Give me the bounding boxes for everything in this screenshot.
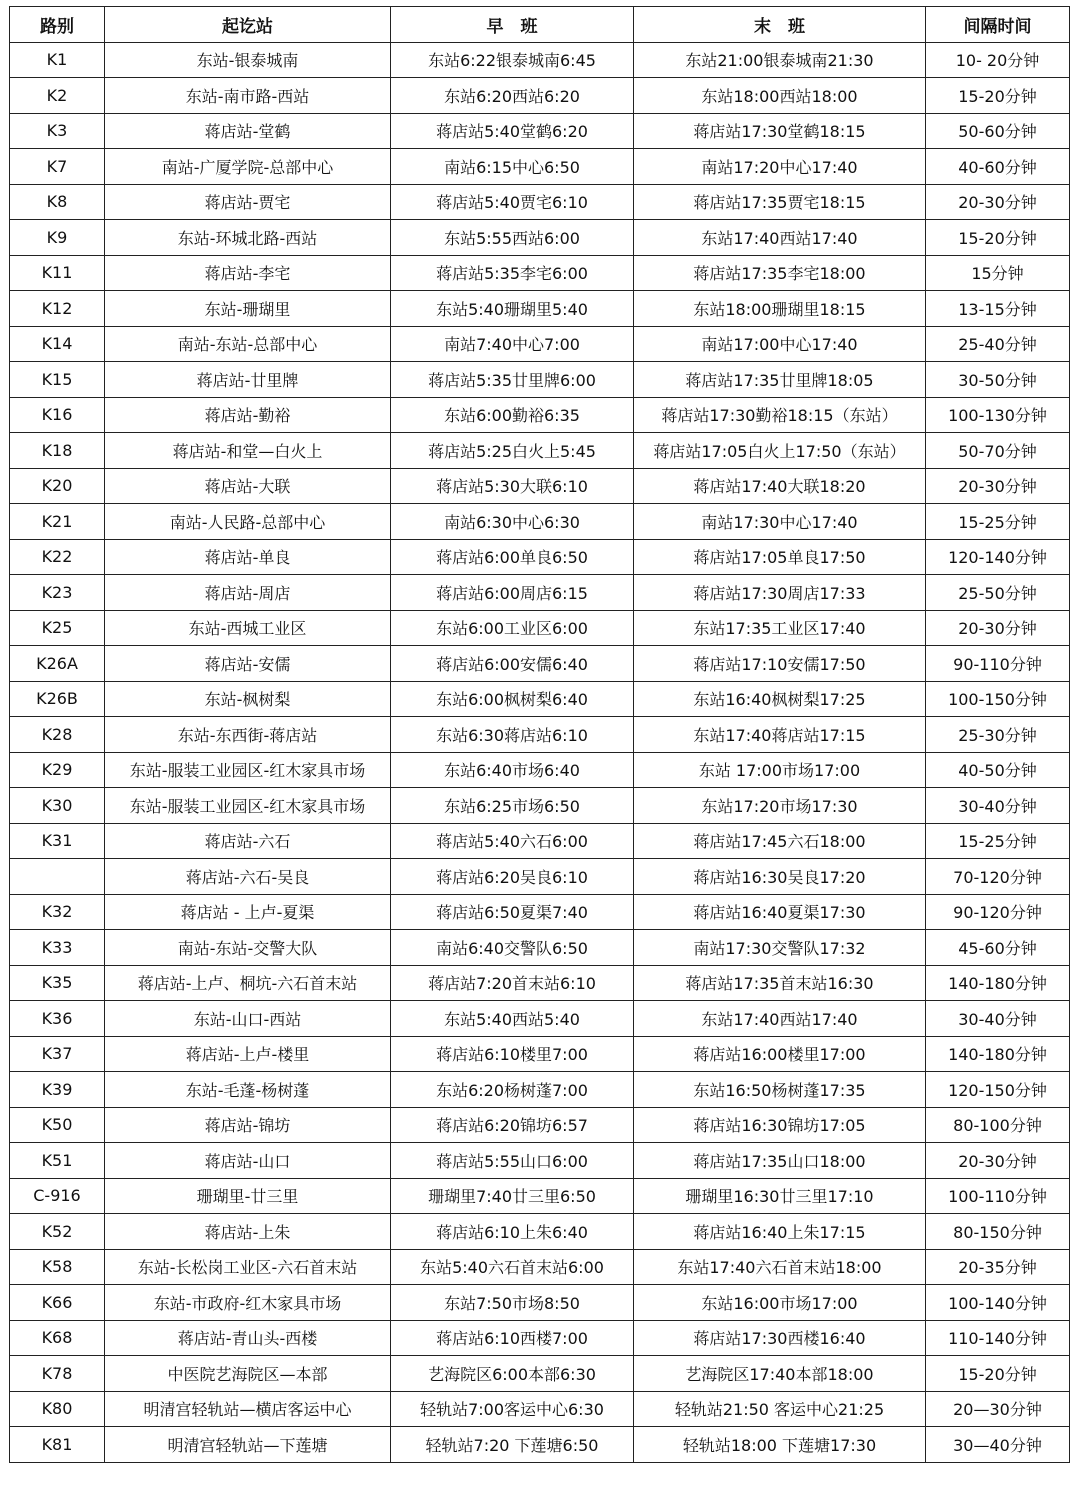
- route-cell: K36: [10, 1001, 105, 1037]
- table-row: [10, 362, 1070, 398]
- table-row: [10, 255, 1070, 291]
- interval-cell: 15分钟: [926, 255, 1070, 291]
- table-row: [10, 184, 1070, 220]
- first-bus-cell: 东站6:30蒋店站6:10: [391, 717, 634, 753]
- route-cell: K33: [10, 930, 105, 966]
- first-bus-cell: 南站6:15中心6:50: [391, 149, 634, 185]
- route-cell: K37: [10, 1036, 105, 1072]
- table-row: [10, 717, 1070, 753]
- last-bus-cell: 南站17:20中心17:40: [634, 149, 926, 185]
- table-row: [10, 539, 1070, 575]
- first-bus-cell: 东站6:25市场6:50: [391, 788, 634, 824]
- stations-cell: 东站-枫树梨: [105, 681, 391, 717]
- first-bus-cell: 蒋店站6:10上朱6:40: [391, 1214, 634, 1250]
- stations-cell: 蒋店站-大联: [105, 468, 391, 504]
- table-row: [10, 1285, 1070, 1321]
- interval-cell: 30—40分钟: [926, 1427, 1070, 1463]
- route-cell: K28: [10, 717, 105, 753]
- interval-cell: 90-110分钟: [926, 646, 1070, 682]
- header-first-bus: 早 班: [391, 7, 634, 43]
- first-bus-cell: 东站5:40西站5:40: [391, 1001, 634, 1037]
- table-row: [10, 504, 1070, 540]
- interval-cell: 25-50分钟: [926, 575, 1070, 611]
- interval-cell: 20-30分钟: [926, 184, 1070, 220]
- last-bus-cell: 蒋店站17:30西楼16:40: [634, 1320, 926, 1356]
- stations-cell: 蒋店站-上卢-楼里: [105, 1036, 391, 1072]
- table-row: [10, 859, 1070, 895]
- first-bus-cell: 东站5:55西站6:00: [391, 220, 634, 256]
- header-last-bus: 末 班: [634, 7, 926, 43]
- last-bus-cell: 东站17:40西站17:40: [634, 1001, 926, 1037]
- last-bus-cell: 蒋店站16:30吴良17:20: [634, 859, 926, 895]
- stations-cell: 东站-山口-西站: [105, 1001, 391, 1037]
- stations-cell: 南站-东站-交警大队: [105, 930, 391, 966]
- stations-cell: 明清宫轻轨站—下莲塘: [105, 1427, 391, 1463]
- table-row: [10, 42, 1070, 78]
- first-bus-cell: 东站6:00勤裕6:35: [391, 397, 634, 433]
- table-row: [10, 1249, 1070, 1285]
- table-row: [10, 1036, 1070, 1072]
- table-row: [10, 894, 1070, 930]
- stations-cell: 蒋店站-上朱: [105, 1214, 391, 1250]
- first-bus-cell: 南站7:40中心7:00: [391, 326, 634, 362]
- route-cell: K80: [10, 1391, 105, 1427]
- interval-cell: 13-15分钟: [926, 291, 1070, 327]
- route-cell: K8: [10, 184, 105, 220]
- stations-cell: 东站-长松岗工业区-六石首末站: [105, 1249, 391, 1285]
- table-row: [10, 1143, 1070, 1179]
- stations-cell: 珊瑚里-廿三里: [105, 1178, 391, 1214]
- route-cell: K32: [10, 894, 105, 930]
- route-cell: K39: [10, 1072, 105, 1108]
- last-bus-cell: 东站18:00西站18:00: [634, 78, 926, 114]
- last-bus-cell: 蒋店站17:30勤裕18:15（东站）: [634, 397, 926, 433]
- stations-cell: 蒋店站-勤裕: [105, 397, 391, 433]
- stations-cell: 蒋店站-李宅: [105, 255, 391, 291]
- table-body: [10, 42, 1070, 1462]
- interval-cell: 30-50分钟: [926, 362, 1070, 398]
- bus-schedule-table: [9, 6, 1070, 1463]
- route-cell: C-916: [10, 1178, 105, 1214]
- interval-cell: 40-60分钟: [926, 149, 1070, 185]
- last-bus-cell: 东站17:40六石首末站18:00: [634, 1249, 926, 1285]
- table-row: [10, 965, 1070, 1001]
- stations-cell: 蒋店站-六石: [105, 823, 391, 859]
- last-bus-cell: 蒋店站17:40大联18:20: [634, 468, 926, 504]
- interval-cell: 30-40分钟: [926, 1001, 1070, 1037]
- first-bus-cell: 蒋店站6:50夏渠7:40: [391, 894, 634, 930]
- first-bus-cell: 蒋店站6:20锦坊6:57: [391, 1107, 634, 1143]
- route-cell: K21: [10, 504, 105, 540]
- last-bus-cell: 南站17:30中心17:40: [634, 504, 926, 540]
- stations-cell: 蒋店站-锦坊: [105, 1107, 391, 1143]
- interval-cell: 50-70分钟: [926, 433, 1070, 469]
- table-row: [10, 397, 1070, 433]
- table-row: [10, 149, 1070, 185]
- table-row: [10, 1320, 1070, 1356]
- first-bus-cell: 蒋店站6:00周店6:15: [391, 575, 634, 611]
- stations-cell: 蒋店站-和堂—白火上: [105, 433, 391, 469]
- interval-cell: 15-25分钟: [926, 504, 1070, 540]
- route-cell: K22: [10, 539, 105, 575]
- last-bus-cell: 蒋店站17:10安儒17:50: [634, 646, 926, 682]
- first-bus-cell: 轻轨站7:00客运中心6:30: [391, 1391, 634, 1427]
- stations-cell: 蒋店站-山口: [105, 1143, 391, 1179]
- table-row: [10, 752, 1070, 788]
- route-cell: K35: [10, 965, 105, 1001]
- first-bus-cell: 东站5:40珊瑚里5:40: [391, 291, 634, 327]
- first-bus-cell: 蒋店站5:35廿里牌6:00: [391, 362, 634, 398]
- header-stations: 起讫站: [105, 7, 391, 43]
- last-bus-cell: 东站17:40蒋店站17:15: [634, 717, 926, 753]
- last-bus-cell: 蒋店站17:30堂鹤18:15: [634, 113, 926, 149]
- stations-cell: 东站-毛蓬-杨树蓬: [105, 1072, 391, 1108]
- table-row: [10, 433, 1070, 469]
- stations-cell: 蒋店站-廿里牌: [105, 362, 391, 398]
- route-cell: K26A: [10, 646, 105, 682]
- table-row: [10, 1072, 1070, 1108]
- interval-cell: 90-120分钟: [926, 894, 1070, 930]
- header-row: [10, 7, 1070, 43]
- first-bus-cell: 东站6:22银泰城南6:45: [391, 42, 634, 78]
- last-bus-cell: 蒋店站17:05单良17:50: [634, 539, 926, 575]
- table-row: [10, 1391, 1070, 1427]
- route-cell: K16: [10, 397, 105, 433]
- interval-cell: 40-50分钟: [926, 752, 1070, 788]
- route-cell: K15: [10, 362, 105, 398]
- last-bus-cell: 东站17:35工业区17:40: [634, 610, 926, 646]
- route-cell: [10, 859, 105, 895]
- interval-cell: 100-140分钟: [926, 1285, 1070, 1321]
- last-bus-cell: 蒋店站16:40夏渠17:30: [634, 894, 926, 930]
- table-row: [10, 326, 1070, 362]
- stations-cell: 蒋店站-单良: [105, 539, 391, 575]
- first-bus-cell: 蒋店站5:40堂鹤6:20: [391, 113, 634, 149]
- first-bus-cell: 南站6:30中心6:30: [391, 504, 634, 540]
- route-cell: K66: [10, 1285, 105, 1321]
- interval-cell: 20—30分钟: [926, 1391, 1070, 1427]
- stations-cell: 蒋店站-贾宅: [105, 184, 391, 220]
- first-bus-cell: 蒋店站6:00安儒6:40: [391, 646, 634, 682]
- stations-cell: 蒋店站-周店: [105, 575, 391, 611]
- last-bus-cell: 蒋店站16:40上朱17:15: [634, 1214, 926, 1250]
- table-row: [10, 610, 1070, 646]
- last-bus-cell: 珊瑚里16:30廿三里17:10: [634, 1178, 926, 1214]
- table-row: [10, 1427, 1070, 1463]
- first-bus-cell: 蒋店站6:10西楼7:00: [391, 1320, 634, 1356]
- first-bus-cell: 东站5:40六石首末站6:00: [391, 1249, 634, 1285]
- first-bus-cell: 轻轨站7:20 下莲塘6:50: [391, 1427, 634, 1463]
- first-bus-cell: 蒋店站6:10楼里7:00: [391, 1036, 634, 1072]
- route-cell: K31: [10, 823, 105, 859]
- route-cell: K20: [10, 468, 105, 504]
- first-bus-cell: 东站6:20西站6:20: [391, 78, 634, 114]
- route-cell: K30: [10, 788, 105, 824]
- interval-cell: 25-40分钟: [926, 326, 1070, 362]
- interval-cell: 15-20分钟: [926, 220, 1070, 256]
- last-bus-cell: 蒋店站17:45六石18:00: [634, 823, 926, 859]
- first-bus-cell: 东站6:00枫树梨6:40: [391, 681, 634, 717]
- first-bus-cell: 东站6:40市场6:40: [391, 752, 634, 788]
- stations-cell: 蒋店站-上卢、桐坑-六石首末站: [105, 965, 391, 1001]
- first-bus-cell: 蒋店站7:20首末站6:10: [391, 965, 634, 1001]
- table-row: [10, 681, 1070, 717]
- last-bus-cell: 蒋店站17:35李宅18:00: [634, 255, 926, 291]
- last-bus-cell: 蒋店站16:30锦坊17:05: [634, 1107, 926, 1143]
- interval-cell: 100-130分钟: [926, 397, 1070, 433]
- interval-cell: 15-20分钟: [926, 78, 1070, 114]
- bus-schedule-table-wrap: [9, 6, 1070, 1463]
- last-bus-cell: 蒋店站17:35廿里牌18:05: [634, 362, 926, 398]
- stations-cell: 蒋店站-青山头-西楼: [105, 1320, 391, 1356]
- last-bus-cell: 轻轨站21:50 客运中心21:25: [634, 1391, 926, 1427]
- route-cell: K50: [10, 1107, 105, 1143]
- stations-cell: 东站-环城北路-西站: [105, 220, 391, 256]
- interval-cell: 25-30分钟: [926, 717, 1070, 753]
- route-cell: K14: [10, 326, 105, 362]
- interval-cell: 100-110分钟: [926, 1178, 1070, 1214]
- last-bus-cell: 艺海院区17:40本部18:00: [634, 1356, 926, 1392]
- last-bus-cell: 南站17:00中心17:40: [634, 326, 926, 362]
- first-bus-cell: 南站6:40交警队6:50: [391, 930, 634, 966]
- last-bus-cell: 蒋店站17:05白火上17:50（东站）: [634, 433, 926, 469]
- table-row: [10, 1214, 1070, 1250]
- interval-cell: 15-25分钟: [926, 823, 1070, 859]
- last-bus-cell: 东站18:00珊瑚里18:15: [634, 291, 926, 327]
- first-bus-cell: 东站6:20杨树蓬7:00: [391, 1072, 634, 1108]
- first-bus-cell: 蒋店站5:35李宅6:00: [391, 255, 634, 291]
- interval-cell: 20-30分钟: [926, 610, 1070, 646]
- route-cell: K78: [10, 1356, 105, 1392]
- last-bus-cell: 蒋店站16:00楼里17:00: [634, 1036, 926, 1072]
- first-bus-cell: 蒋店站5:40六石6:00: [391, 823, 634, 859]
- stations-cell: 南站-人民路-总部中心: [105, 504, 391, 540]
- interval-cell: 30-40分钟: [926, 788, 1070, 824]
- interval-cell: 10- 20分钟: [926, 42, 1070, 78]
- last-bus-cell: 东站17:40西站17:40: [634, 220, 926, 256]
- interval-cell: 70-120分钟: [926, 859, 1070, 895]
- table-row: [10, 78, 1070, 114]
- last-bus-cell: 东站16:50杨树蓬17:35: [634, 1072, 926, 1108]
- last-bus-cell: 东站16:40枫树梨17:25: [634, 681, 926, 717]
- table-row: [10, 1107, 1070, 1143]
- interval-cell: 80-100分钟: [926, 1107, 1070, 1143]
- header-interval: 间隔时间: [926, 7, 1070, 43]
- table-row: [10, 823, 1070, 859]
- first-bus-cell: 珊瑚里7:40廿三里6:50: [391, 1178, 634, 1214]
- first-bus-cell: 蒋店站5:30大联6:10: [391, 468, 634, 504]
- table-row: [10, 468, 1070, 504]
- stations-cell: 东站-珊瑚里: [105, 291, 391, 327]
- last-bus-cell: 东站16:00市场17:00: [634, 1285, 926, 1321]
- table-row: [10, 575, 1070, 611]
- interval-cell: 110-140分钟: [926, 1320, 1070, 1356]
- stations-cell: 东站-服装工业园区-红木家具市场: [105, 788, 391, 824]
- interval-cell: 140-180分钟: [926, 1036, 1070, 1072]
- stations-cell: 南站-东站-总部中心: [105, 326, 391, 362]
- header-route: 路别: [10, 7, 105, 43]
- interval-cell: 140-180分钟: [926, 965, 1070, 1001]
- stations-cell: 蒋店站 - 上卢-夏渠: [105, 894, 391, 930]
- table-row: [10, 1178, 1070, 1214]
- last-bus-cell: 东站 17:00市场17:00: [634, 752, 926, 788]
- stations-cell: 南站-广厦学院-总部中心: [105, 149, 391, 185]
- route-cell: K11: [10, 255, 105, 291]
- first-bus-cell: 蒋店站6:00单良6:50: [391, 539, 634, 575]
- route-cell: K52: [10, 1214, 105, 1250]
- last-bus-cell: 轻轨站18:00 下莲塘17:30: [634, 1427, 926, 1463]
- route-cell: K58: [10, 1249, 105, 1285]
- interval-cell: 50-60分钟: [926, 113, 1070, 149]
- interval-cell: 120-140分钟: [926, 539, 1070, 575]
- route-cell: K2: [10, 78, 105, 114]
- stations-cell: 中医院艺海院区—本部: [105, 1356, 391, 1392]
- table-row: [10, 113, 1070, 149]
- stations-cell: 东站-东西街-蒋店站: [105, 717, 391, 753]
- first-bus-cell: 蒋店站6:20吴良6:10: [391, 859, 634, 895]
- stations-cell: 明清宫轻轨站—横店客运中心: [105, 1391, 391, 1427]
- route-cell: K25: [10, 610, 105, 646]
- last-bus-cell: 东站17:20市场17:30: [634, 788, 926, 824]
- first-bus-cell: 东站6:00工业区6:00: [391, 610, 634, 646]
- stations-cell: 蒋店站-六石-吴良: [105, 859, 391, 895]
- route-cell: K29: [10, 752, 105, 788]
- route-cell: K68: [10, 1320, 105, 1356]
- first-bus-cell: 艺海院区6:00本部6:30: [391, 1356, 634, 1392]
- table-row: [10, 220, 1070, 256]
- table-row: [10, 291, 1070, 327]
- stations-cell: 东站-西城工业区: [105, 610, 391, 646]
- first-bus-cell: 蒋店站5:40贾宅6:10: [391, 184, 634, 220]
- interval-cell: 120-150分钟: [926, 1072, 1070, 1108]
- last-bus-cell: 东站21:00银泰城南21:30: [634, 42, 926, 78]
- interval-cell: 20-30分钟: [926, 1143, 1070, 1179]
- table-row: [10, 788, 1070, 824]
- route-cell: K51: [10, 1143, 105, 1179]
- stations-cell: 蒋店站-安儒: [105, 646, 391, 682]
- route-cell: K23: [10, 575, 105, 611]
- interval-cell: 45-60分钟: [926, 930, 1070, 966]
- last-bus-cell: 蒋店站17:35首末站16:30: [634, 965, 926, 1001]
- stations-cell: 东站-服装工业园区-红木家具市场: [105, 752, 391, 788]
- last-bus-cell: 蒋店站17:35山口18:00: [634, 1143, 926, 1179]
- first-bus-cell: 东站7:50市场8:50: [391, 1285, 634, 1321]
- first-bus-cell: 蒋店站5:25白火上5:45: [391, 433, 634, 469]
- stations-cell: 东站-市政府-红木家具市场: [105, 1285, 391, 1321]
- interval-cell: 80-150分钟: [926, 1214, 1070, 1250]
- table-row: [10, 646, 1070, 682]
- route-cell: K9: [10, 220, 105, 256]
- route-cell: K3: [10, 113, 105, 149]
- table-row: [10, 930, 1070, 966]
- last-bus-cell: 蒋店站17:35贾宅18:15: [634, 184, 926, 220]
- first-bus-cell: 蒋店站5:55山口6:00: [391, 1143, 634, 1179]
- table-row: [10, 1001, 1070, 1037]
- stations-cell: 东站-银泰城南: [105, 42, 391, 78]
- last-bus-cell: 南站17:30交警队17:32: [634, 930, 926, 966]
- stations-cell: 东站-南市路-西站: [105, 78, 391, 114]
- interval-cell: 15-20分钟: [926, 1356, 1070, 1392]
- route-cell: K81: [10, 1427, 105, 1463]
- route-cell: K12: [10, 291, 105, 327]
- interval-cell: 20-35分钟: [926, 1249, 1070, 1285]
- interval-cell: 100-150分钟: [926, 681, 1070, 717]
- route-cell: K1: [10, 42, 105, 78]
- last-bus-cell: 蒋店站17:30周店17:33: [634, 575, 926, 611]
- route-cell: K7: [10, 149, 105, 185]
- route-cell: K26B: [10, 681, 105, 717]
- table-row: [10, 1356, 1070, 1392]
- stations-cell: 蒋店站-堂鹤: [105, 113, 391, 149]
- route-cell: K18: [10, 433, 105, 469]
- interval-cell: 20-30分钟: [926, 468, 1070, 504]
